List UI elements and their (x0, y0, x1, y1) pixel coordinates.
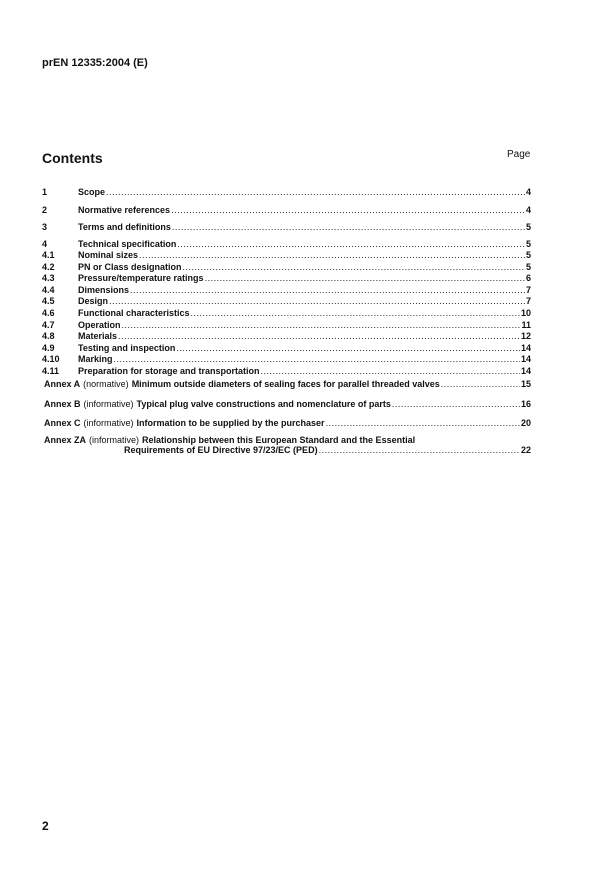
annex-type: (informative) (89, 435, 140, 445)
toc-title: Functional characteristics (78, 308, 190, 318)
leader-dots (139, 249, 525, 261)
toc-entry-1[interactable] (42, 186, 531, 198)
annex-label: Annex C (44, 418, 81, 428)
toc-page: 14 (520, 354, 531, 364)
toc-title: Operation (78, 320, 121, 330)
toc-entry-2[interactable] (42, 204, 531, 216)
annex-page: 16 (520, 399, 531, 409)
toc-title: Terms and definitions (78, 222, 171, 232)
toc-number: 4.11 (42, 366, 60, 376)
toc-title: Normative references (78, 205, 171, 215)
annex-label: Annex A (44, 379, 81, 389)
annex-type: (informative) (83, 418, 134, 428)
toc-page: 7 (525, 285, 531, 295)
toc-entry-4-11[interactable] (42, 365, 531, 377)
toc-page: 5 (525, 250, 531, 260)
annex-type: (normative) (83, 379, 129, 389)
toc-title: Preparation for storage and transportation (78, 366, 260, 376)
toc-entry-4-6[interactable] (42, 307, 531, 319)
document-id: prEN 12335:2004 (E) (42, 57, 148, 69)
toc-annex-za-continuation[interactable] (44, 444, 531, 456)
toc-title: Nominal sizes (78, 250, 139, 260)
toc-title: Materials (78, 331, 118, 341)
toc-title: Design (78, 296, 109, 306)
toc-title: Scope (78, 187, 106, 197)
page-number: 2 (42, 819, 49, 833)
toc-annex-a[interactable] (44, 378, 531, 390)
annex-page: 20 (520, 418, 531, 428)
toc-page: 10 (520, 308, 531, 318)
toc-page: 4 (525, 187, 531, 197)
toc-number: 4.9 (42, 343, 55, 353)
toc-number: 4.8 (42, 331, 55, 341)
toc-entry-4-5[interactable] (42, 295, 531, 307)
toc-page: 5 (525, 222, 531, 232)
toc-entry-4-3[interactable] (42, 272, 531, 284)
leader-dots (191, 307, 520, 319)
annex-label: Annex B (44, 399, 81, 409)
toc-number: 3 (42, 222, 48, 232)
toc-number: 4.1 (42, 250, 55, 260)
toc-annex-c[interactable] (44, 417, 531, 429)
leader-dots (326, 417, 520, 429)
page-column-label: Page (507, 149, 531, 160)
toc-page: 7 (525, 296, 531, 306)
annex-type: (informative) (83, 399, 134, 409)
leader-dots (172, 221, 525, 233)
toc-title: Marking (78, 354, 113, 364)
contents-heading: Contents (42, 150, 103, 166)
toc-title: Technical specification (78, 239, 177, 249)
toc-page: 14 (520, 366, 531, 376)
toc-entry-3[interactable] (42, 221, 531, 233)
toc-page: 5 (525, 239, 531, 249)
leader-dots (118, 330, 520, 342)
toc-page: 12 (520, 331, 531, 341)
toc-page: 4 (525, 205, 531, 215)
toc-number: 4.3 (42, 273, 55, 283)
leader-dots (106, 186, 525, 198)
leader-dots (109, 295, 525, 307)
annex-title: Information to be supplied by the purchaser (136, 418, 325, 428)
toc-annex-b[interactable] (44, 398, 531, 410)
annex-title: Minimum outside diameters of sealing faces for parallel threaded valves (131, 379, 440, 389)
annex-page: 22 (520, 445, 531, 455)
toc-title: PN or Class designation (78, 262, 182, 272)
toc-number: 4.2 (42, 262, 55, 272)
leader-dots (114, 353, 520, 365)
leader-dots (261, 365, 520, 377)
leader-dots (392, 398, 520, 410)
toc-page: 6 (525, 273, 531, 283)
toc-number: 1 (42, 187, 48, 197)
toc-number: 4.7 (42, 320, 55, 330)
leader-dots (205, 272, 525, 284)
toc-number: 4 (42, 239, 48, 249)
toc-page: 5 (525, 262, 531, 272)
toc-number: 4.6 (42, 308, 55, 318)
toc-number: 4.10 (42, 354, 60, 364)
toc-entry-4-10[interactable] (42, 353, 531, 365)
leader-dots (441, 378, 520, 390)
toc-number: 4.4 (42, 285, 55, 295)
annex-title: Typical plug valve constructions and nomenclature of parts (136, 399, 391, 409)
toc-entry-4-1[interactable] (42, 249, 531, 261)
toc-page: 11 (521, 320, 531, 330)
leader-dots (171, 204, 525, 216)
toc-title: Dimensions (78, 285, 130, 295)
toc-number: 2 (42, 205, 48, 215)
toc-number: 4.5 (42, 296, 55, 306)
annex-label: Annex ZA (44, 435, 87, 445)
annex-title-continuation: Requirements of EU Directive 97/23/EC (PED) (124, 445, 318, 455)
annex-title: Relationship between this European Standard and the Essential (142, 435, 416, 445)
toc-title: Pressure/temperature ratings (78, 273, 204, 283)
toc-entry-4-8[interactable] (42, 330, 531, 342)
annex-page: 15 (520, 379, 531, 389)
leader-dots (319, 444, 520, 456)
toc-title: Testing and inspection (78, 343, 176, 353)
toc-page: 14 (520, 343, 531, 353)
